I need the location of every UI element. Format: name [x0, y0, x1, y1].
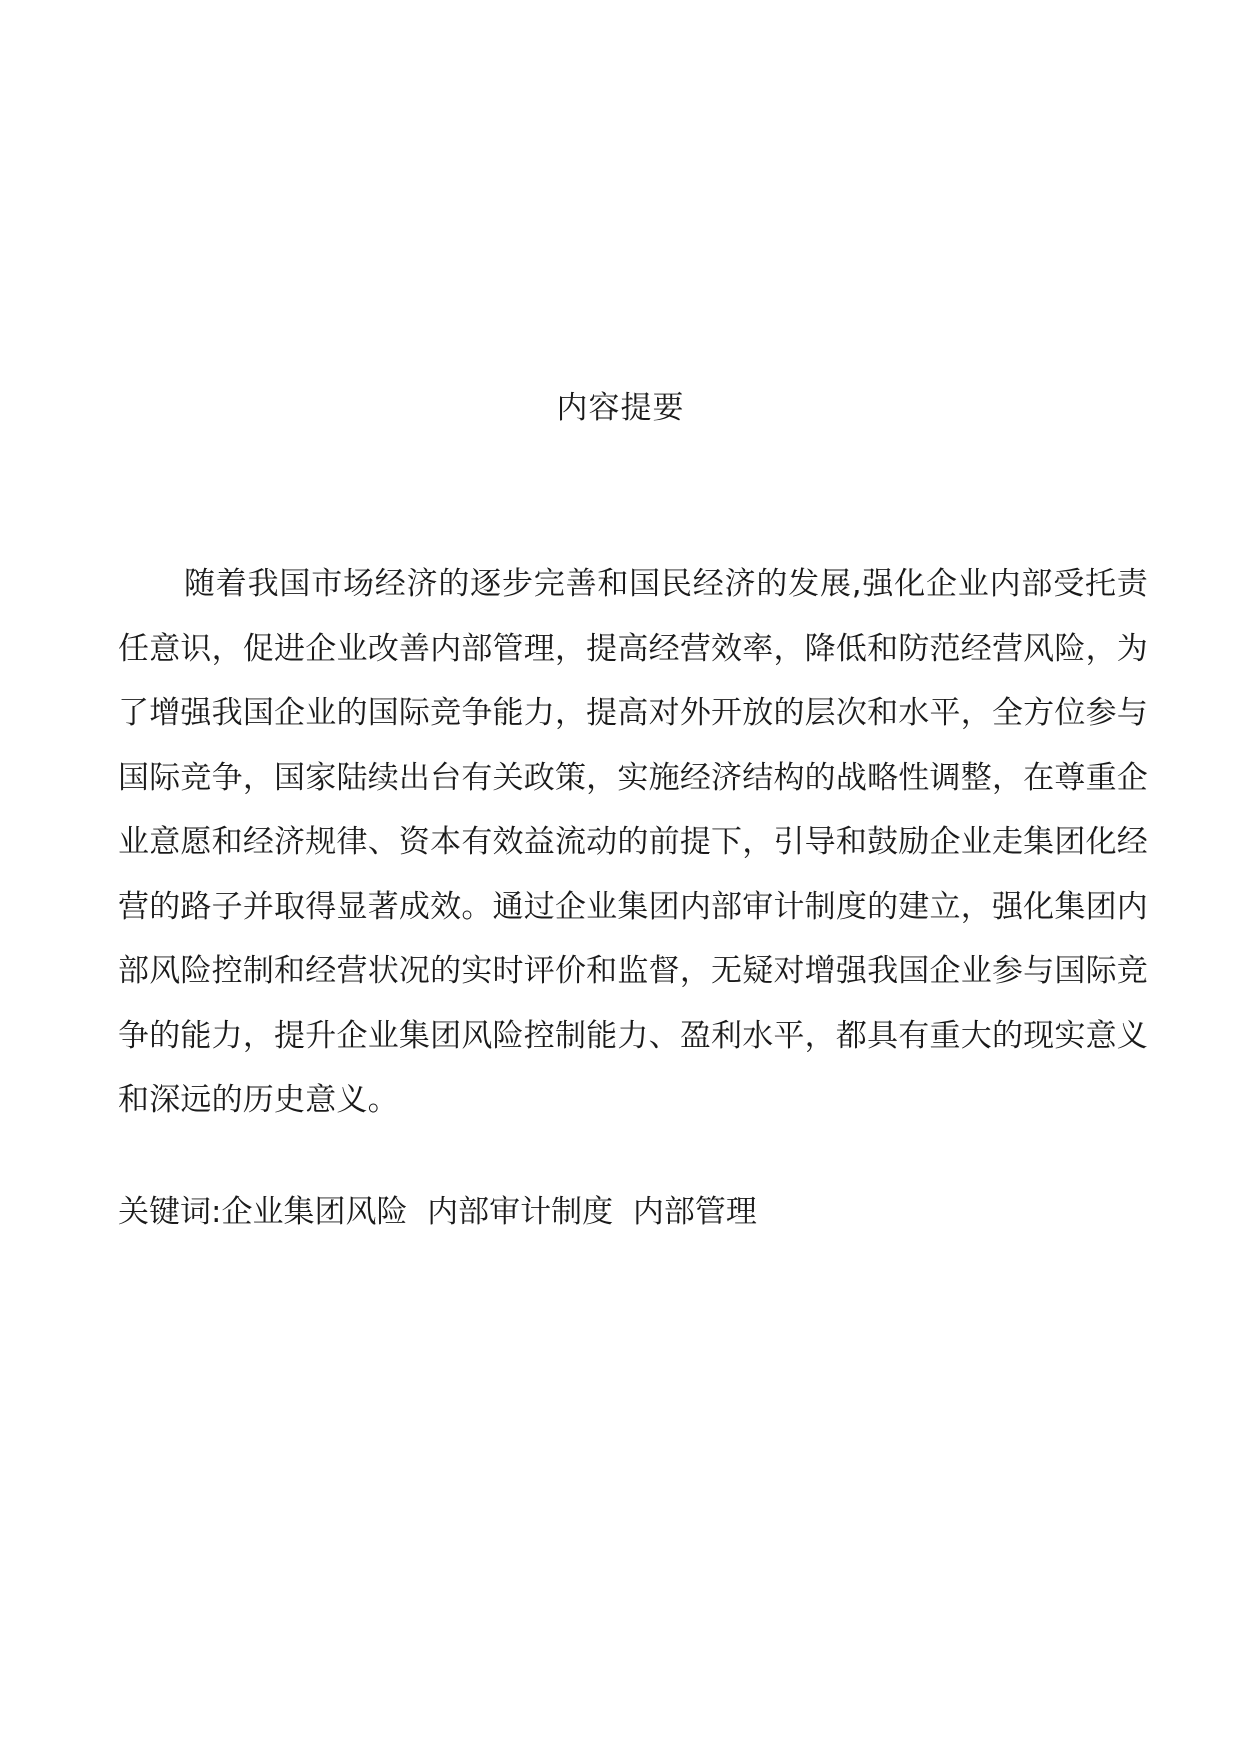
page-title: 内容提要 — [556, 390, 685, 426]
keywords-line: 关键词:企业集团风险 内部审计制度 内部管理 — [118, 1194, 757, 1230]
abstract-paragraph: 随着我国市场经济的逐步完善和国民经济的发展,强化企业内部受托责任意识，促进企业改善内部管理，提高经营效率，降低和防范经营风险，为了增强我国企业的国际竞争能力，提高对外开放的层次和水平，全方位参与国际竞争，国家陆续出台有关政策，实施经济结构的战略性调整，在尊重企业意愿和经济规律、资本有效益流动的前提下，引导和鼓励企业走集团化经营的路子并取得显著成效。通过企业集团内部审计制度的建立，强化集团内部风险控制和经营状况的实时评价和监督，无疑对增强我国企业参与国际竞争的能力，提升企业集团风险控制能力、盈利水平，都具有重大的现实意义和深远的历史意义。 — [118, 566, 1148, 1118]
